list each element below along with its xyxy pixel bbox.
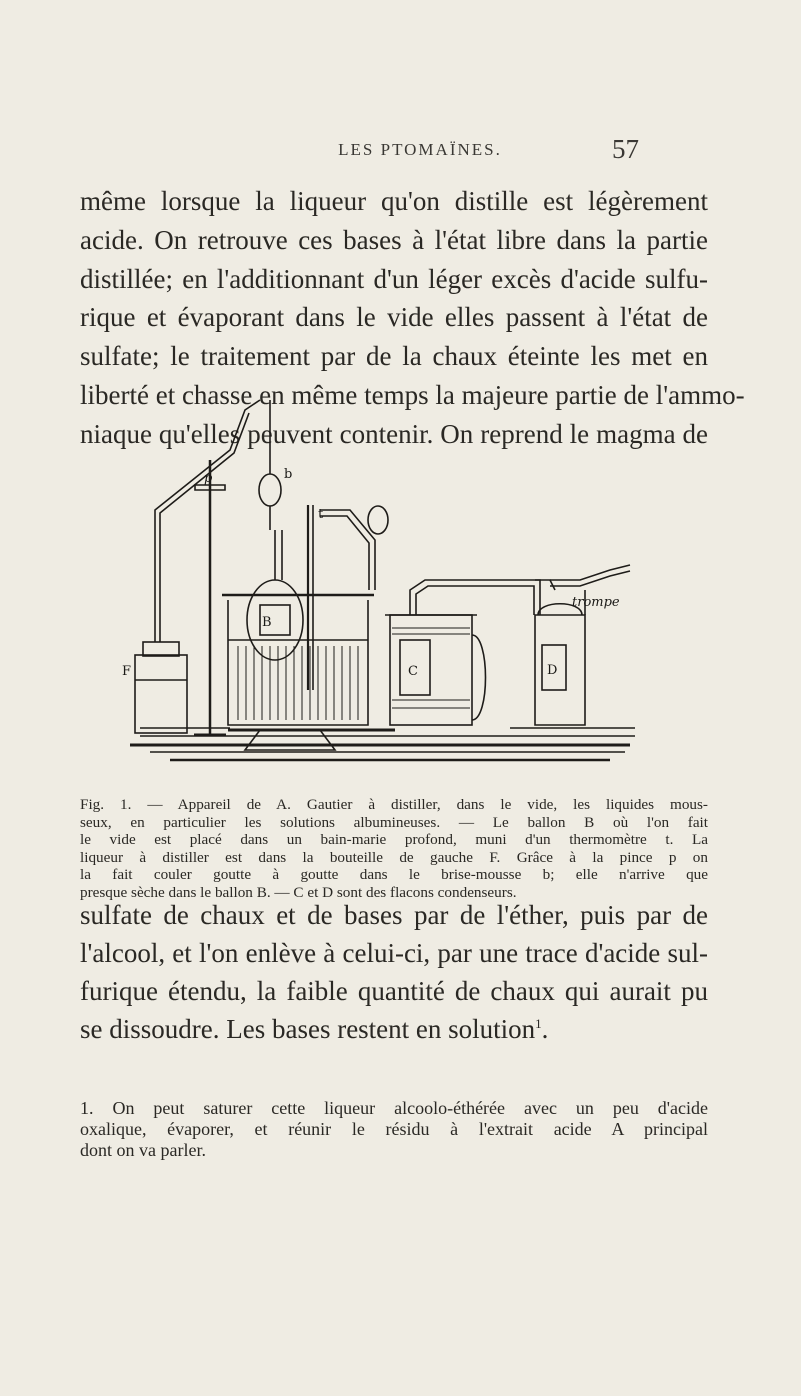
footnote-line: oxalique, évaporer, et réunir le résidu à l'extrait acide A principal (80, 1119, 708, 1139)
text-line: l'alcool, et l'on enlève à celui-ci, par une trace d'acide sul- (80, 938, 708, 968)
caption-line: seux, en particulier les solutions albumineuses. — Le ballon B où l'on fait (80, 813, 708, 831)
caption-line: Fig. 1. — Appareil de A. Gautier à distiller, dans le vide, les liquides mous- (80, 796, 708, 813)
text-line: sulfate; le traitement par de la chaux éteinte les met en (80, 341, 708, 372)
text-line: liberté et chasse en même temps la majeure partie de l'ammo- (80, 379, 745, 410)
caption-line: presque sèche dans le ballon B. — C et D sont des flacons condenseurs. (80, 883, 517, 901)
figure-caption (80, 796, 708, 902)
caption-line: le vide est placé dans un bain-marie profond, muni d'un thermomètre t. La (80, 831, 708, 849)
caption-line: la fait couler goutte à goutte dans le brise-mousse b; elle n'arrive que (80, 866, 708, 884)
label-t: t (318, 507, 324, 522)
label-p: p (204, 471, 213, 486)
text-line: sulfate de chaux et de bases par de l'éther, puis par de (80, 900, 708, 930)
footnote (80, 1098, 708, 1161)
label-B: B (262, 615, 272, 630)
caption-line: liqueur à distiller est dans la bouteille de gauche F. Grâce à la pince p on (80, 848, 708, 866)
text-fragment: . (541, 1014, 549, 1044)
page-number: 57 (612, 134, 639, 164)
footnote-reference[interactable]: 1 (535, 1016, 542, 1031)
text-line: furique étendu, la faible quantité de chaux qui aurait pu (80, 976, 708, 1006)
distillation-apparatus-figure (110, 390, 640, 790)
label-b: b (284, 467, 293, 482)
label-C: C (408, 664, 418, 679)
text-line: distillée; en l'additionnant d'un léger excès d'acide sulfu- (80, 263, 708, 294)
text-line (80, 1010, 708, 1048)
text-line: même lorsque la liqueur qu'on distille est légèrement (80, 186, 708, 216)
running-head: LES PTOMAÏNES. (338, 140, 502, 159)
footnote-line: dont on va parler. (80, 1140, 206, 1160)
text-line: niaque qu'elles peuvent contenir. On reprend le magma de (80, 418, 708, 449)
text-line: acide. On retrouve ces bases à l'état libre dans la partie (80, 224, 708, 255)
footnote-line: 1. On peut saturer cette liqueur alcoolo-éthérée avec un peu d'acide (80, 1098, 708, 1118)
label-D: D (547, 663, 558, 678)
text-line: rique et évaporant dans le vide elles passent à l'état de (80, 302, 708, 333)
paragraph-2 (80, 896, 708, 1048)
label-trompe: trompe (572, 595, 620, 610)
label-F: F (122, 664, 132, 679)
text-fragment: se dissoudre. Les bases restent en solution (80, 1014, 536, 1044)
